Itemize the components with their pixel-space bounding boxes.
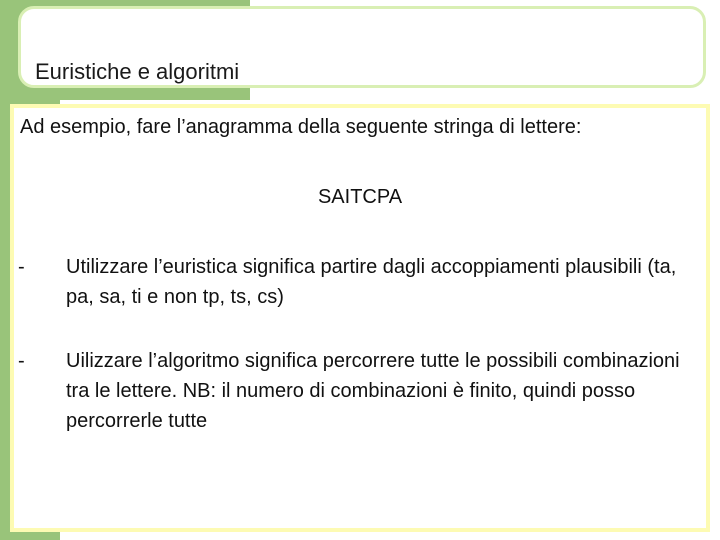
- title-box: [18, 6, 706, 88]
- bullet-text: Utilizzare l’euristica significa partire dagli accoppiamenti plausibili (ta, pa, sa, ti e non tp, ts, cs): [66, 256, 677, 308]
- bullet-marker: -: [18, 350, 25, 372]
- slide-title: Euristiche e algoritmi: [35, 59, 240, 84]
- bullet-marker: -: [18, 256, 25, 278]
- intro-text: Ad esempio, fare l’anagramma della seguente stringa di lettere:: [20, 116, 582, 138]
- anagram-string: SAITCPA: [317, 186, 403, 208]
- content-box: [10, 104, 710, 532]
- bullet-text: Uilizzare l’algoritmo significa percorrere tutte le possibili combinazioni tra le lettere. NB: il numero di combinazioni è finito, quindi posso percorrerle tutte: [66, 350, 680, 432]
